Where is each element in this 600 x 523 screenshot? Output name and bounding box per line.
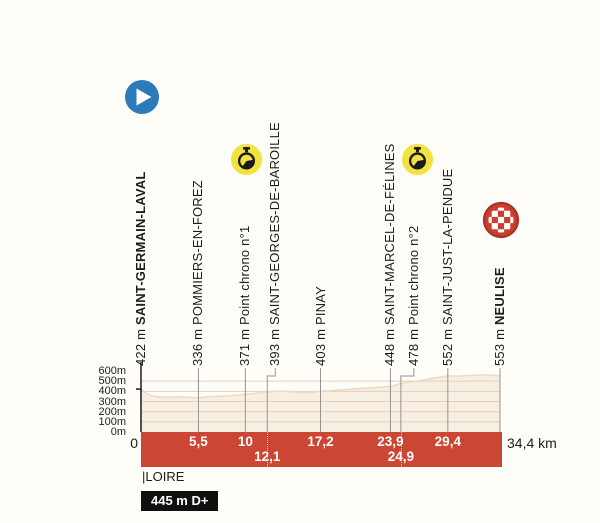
- elevation-tick-label: 0m: [110, 426, 126, 438]
- distance-label-start: 0: [130, 435, 138, 451]
- waypoint-name: PINAY: [312, 285, 328, 326]
- waypoint-label: [441, 169, 455, 366]
- waypoint-label: [191, 180, 205, 366]
- elevation-tick-label: 300m: [98, 395, 126, 408]
- elevation-tick-label: 200m: [98, 405, 126, 418]
- distance-label: 24,9: [387, 449, 414, 464]
- waypoint-name: POMMIERS-EN-FOREZ: [190, 180, 206, 326]
- waypoint-name: SAINT-MARCEL-DE-FÉLINES: [382, 143, 398, 326]
- distance-label: 23,9: [377, 434, 404, 449]
- waypoint-name: NEULISE: [492, 267, 507, 326]
- total-distance-label: 34,4 km: [507, 435, 557, 451]
- distance-label: 5,5: [189, 434, 208, 449]
- waypoint-name: Point chrono n°2: [405, 225, 421, 326]
- dotted-separator: [267, 432, 268, 467]
- waypoint-name: SAINT-GEORGES-DE-BAROILLE: [267, 122, 283, 326]
- waypoint-elevation: 393 m: [267, 328, 283, 366]
- elevation-tick-label: 500m: [98, 375, 126, 388]
- start-icon: [123, 78, 161, 116]
- waypoint-elevation: 552 m: [439, 328, 455, 366]
- elevation-gain-badge: 445 m D+: [141, 491, 218, 511]
- waypoint-elevation: 422 m: [133, 328, 148, 366]
- waypoint-label: [314, 286, 328, 366]
- elevation-tick-label: 600m: [98, 365, 126, 377]
- elevation-tick-label: 100m: [98, 415, 126, 428]
- waypoint-label: [134, 172, 148, 366]
- waypoint-label: [268, 122, 282, 366]
- finish-icon: [482, 201, 520, 239]
- chrono-icon: [398, 140, 436, 178]
- distance-label: 29,4: [434, 434, 461, 449]
- chrono-icon: [227, 140, 265, 178]
- region-label: |LOIRE: [142, 469, 185, 484]
- waypoint-label: [407, 226, 421, 366]
- distance-label: 17,2: [307, 434, 334, 449]
- waypoint-label: [383, 143, 397, 366]
- waypoint-elevation: 336 m: [190, 328, 206, 366]
- waypoint-label: [238, 226, 252, 366]
- waypoint-elevation: 478 m: [405, 328, 421, 366]
- waypoint-name: SAINT-GERMAIN-LAVAL: [133, 171, 148, 326]
- elevation-tick-label: 400m: [98, 385, 126, 398]
- waypoint-label: [493, 267, 507, 366]
- waypoint-elevation: 553 m: [492, 328, 507, 366]
- distance-label: 12,1: [254, 449, 281, 464]
- waypoint-elevation: 371 m: [237, 328, 253, 366]
- waypoint-name: Point chrono n°1: [237, 225, 253, 326]
- distance-label: 10: [237, 434, 253, 449]
- waypoint-name: SAINT-JUST-LA-PENDUE: [439, 168, 455, 326]
- dotted-separator: [401, 432, 402, 467]
- waypoint-elevation: 403 m: [312, 328, 328, 366]
- waypoint-elevation: 448 m: [382, 328, 398, 366]
